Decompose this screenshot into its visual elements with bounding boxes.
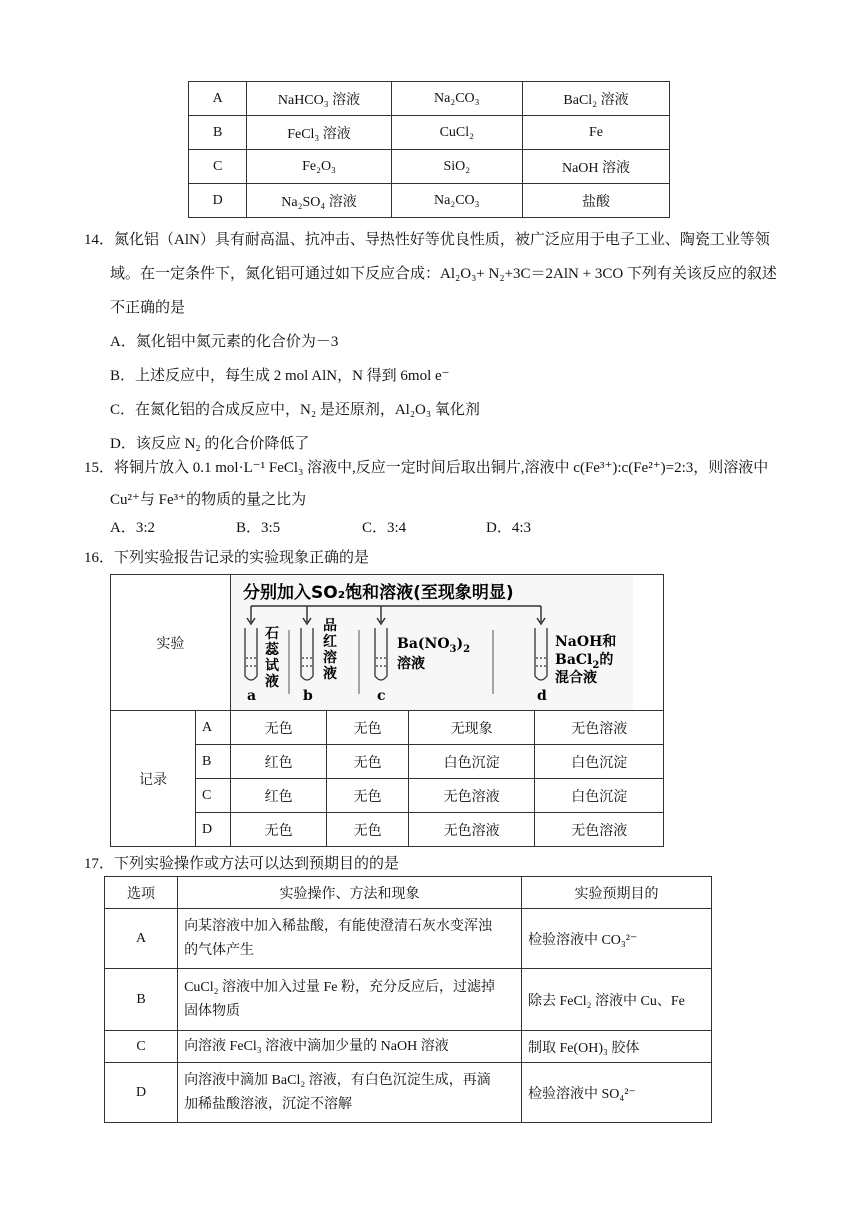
table-cell: B — [189, 116, 247, 150]
operation-line-1: 向溶液 FeCl₃ 溶液中滴加少量的 NaOH 溶液 — [184, 1038, 449, 1054]
table-cell: 无现象 — [408, 711, 535, 745]
q17-table — [104, 876, 712, 1123]
table-cell: 白色沉淀 — [535, 745, 664, 779]
purpose-cell: 制取 Fe(OH)₃ 胶体 — [521, 1031, 711, 1063]
operation-line-1: 向溶液中滴加 BaCl₂ 溶液，有白色沉淀生成，再滴 — [184, 1072, 491, 1088]
record-label: 记录 — [111, 711, 196, 847]
table-cell: Fe₂O₃ — [247, 150, 391, 184]
table-cell: 无色 — [327, 779, 409, 813]
figure-title: 分别加入SO₂饱和溶液(至现象明显) — [242, 582, 514, 603]
table-row — [111, 711, 664, 745]
q15-option-b: B．3:5 — [236, 520, 281, 536]
table-header: 实验操作、方法和现象 — [178, 877, 522, 909]
purpose-cell: 检验溶液中 CO₃²⁻ — [521, 909, 711, 969]
q16-table — [110, 574, 664, 847]
table-cell: 白色沉淀 — [535, 779, 664, 813]
operation-cell — [178, 909, 522, 969]
table-row — [105, 1031, 712, 1063]
tube-letter-c: c — [376, 687, 386, 704]
table-cell: D — [189, 184, 247, 218]
experiment-figure — [230, 575, 663, 711]
table-cell: 无色 — [327, 813, 409, 847]
tube-b-label: 品红溶液 — [322, 617, 337, 682]
operation-line-1: CuCl₂ 溶液中加入过量 Fe 粉，充分反应后，过滤掉 — [184, 979, 496, 995]
table-cell: 无色 — [327, 745, 409, 779]
table-cell: 无色 — [230, 813, 327, 847]
table-cell: Fe — [523, 116, 670, 150]
table-cell: 盐酸 — [523, 184, 670, 218]
table-cell: 无色 — [327, 711, 409, 745]
tube-d-label-2: BaCl$_2$的 — [554, 651, 614, 671]
option-cell: D — [105, 1063, 178, 1123]
table-cell: 无色溶液 — [408, 779, 535, 813]
table-cell: CuCl₂ — [391, 116, 522, 150]
purpose-cell: 检验溶液中 SO₄²⁻ — [521, 1063, 711, 1123]
q17-stem: 17．下列实验操作或方法可以达到预期目的的是 — [84, 856, 400, 872]
q15-option-c: C．3:4 — [362, 520, 407, 536]
experiment-label: 实验 — [111, 575, 231, 711]
tube-letter-b: b — [302, 687, 313, 704]
operation-line-2: 的气体产生 — [184, 942, 255, 958]
option-cell: B — [105, 969, 178, 1031]
table-row — [189, 116, 670, 150]
table-cell: D — [195, 813, 230, 847]
tube-letter-d: d — [536, 687, 547, 704]
table-cell: C — [189, 150, 247, 184]
table-cell: 红色 — [230, 779, 327, 813]
tube-d-label-3: 混合液 — [554, 669, 597, 686]
purpose-cell: 除去 FeCl₂ 溶液中 Cu、Fe — [521, 969, 711, 1031]
table-cell: 红色 — [230, 745, 327, 779]
q15-line1: 15．将铜片放入 0.1 mol·L⁻¹ FeCl₃ 溶液中,反应一定时间后取出铜片,溶液中 c(Fe³⁺):c(Fe²⁺)=2:3，则溶液中 — [84, 460, 769, 476]
table-cell: 无色溶液 — [408, 813, 535, 847]
operation-cell — [178, 1031, 522, 1063]
q14-line3: 不正确的是 — [110, 300, 186, 316]
q16-stem: 16．下列实验报告记录的实验现象正确的是 — [84, 550, 370, 566]
tube-c-label-2: 溶液 — [396, 655, 425, 672]
q14-option-d: D．该反应 N₂ 的化合价降低了 — [110, 436, 310, 452]
table-cell: B — [195, 745, 230, 779]
test-tubes-figure — [231, 576, 633, 710]
q14-option-b: B．上述反应中，每生成 2 mol AlN，N 得到 6mol e⁻ — [110, 368, 450, 384]
tube-d-label-1: NaOH和 — [554, 633, 617, 650]
table-cell: 无色 — [230, 711, 327, 745]
table-cell: C — [195, 779, 230, 813]
q15-option-d: D．4:3 — [486, 520, 532, 536]
operation-line-2: 固体物质 — [184, 1003, 241, 1019]
table-row — [105, 1063, 712, 1123]
tube-a-label: 石蕊试液 — [264, 625, 279, 690]
table-cell: Na₂SO₄ 溶液 — [247, 184, 391, 218]
table-cell: 无色溶液 — [535, 711, 664, 745]
option-cell: A — [105, 909, 178, 969]
table-cell: Na₂CO₃ — [391, 82, 522, 116]
table-cell: NaOH 溶液 — [523, 150, 670, 184]
table-cell: A — [195, 711, 230, 745]
operation-line-1: 向某溶液中加入稀盐酸，有能使澄清石灰水变浑浊 — [184, 918, 493, 934]
table-cell: NaHCO₃ 溶液 — [247, 82, 391, 116]
table-header: 选项 — [105, 877, 178, 909]
table-cell: A — [189, 82, 247, 116]
table-header-row — [105, 877, 712, 909]
option-cell: C — [105, 1031, 178, 1063]
tube-letter-a: a — [246, 687, 256, 704]
table-cell: SiO₂ — [391, 150, 522, 184]
tube-c-label: $Ba(NO_3)_2$ — [396, 635, 470, 655]
q14-line1: 14．氮化铝（AlN）具有耐高温、抗冲击、导热性好等优良性质，被广泛应用于电子工业、陶瓷工业等领 — [84, 232, 770, 248]
q14-line2: 域。在一定条件下，氮化铝可通过如下反应合成：Al₂O₃+ N₂+3C＝2AlN + 3CO 下列有关该反应的叙述 — [110, 266, 777, 282]
table-header: 实验预期目的 — [521, 877, 711, 909]
table-row — [105, 969, 712, 1031]
q15-line2: Cu²⁺与 Fe³⁺的物质的量之比为 — [110, 492, 307, 508]
table-cell: FeCl₃ 溶液 — [247, 116, 391, 150]
table-row — [105, 909, 712, 969]
table-row — [189, 184, 670, 218]
operation-cell — [178, 969, 522, 1031]
table-cell: BaCl₂ 溶液 — [523, 82, 670, 116]
q14-option-c: C．在氮化铝的合成反应中，N₂ 是还原剂，Al₂O₃ 氧化剂 — [110, 402, 480, 418]
table-cell: 白色沉淀 — [408, 745, 535, 779]
operation-cell — [178, 1063, 522, 1123]
table-cell: 无色溶液 — [535, 813, 664, 847]
q15-option-a: A．3:2 — [110, 520, 156, 536]
table-row — [189, 82, 670, 116]
q14-option-a: A．氮化铝中氮元素的化合价为－3 — [110, 334, 339, 350]
q13-table — [188, 81, 670, 218]
operation-line-2: 加稀盐酸溶液，沉淀不溶解 — [184, 1096, 353, 1112]
table-cell: Na₂CO₃ — [391, 184, 522, 218]
table-row — [189, 150, 670, 184]
